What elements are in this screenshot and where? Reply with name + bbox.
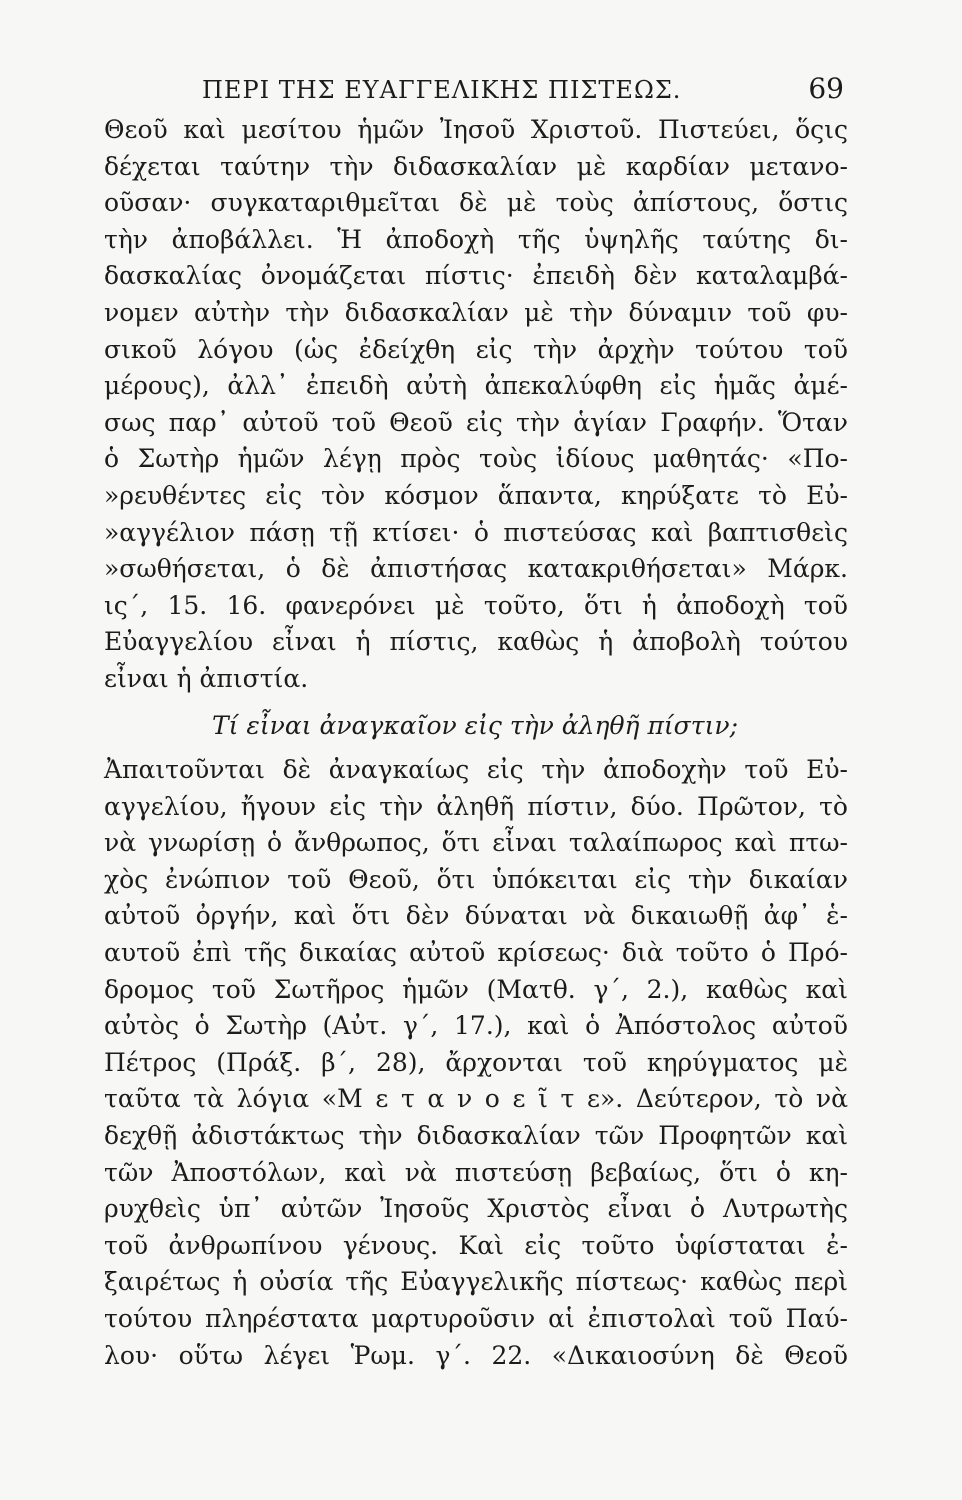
- text-line: ις´, 15. 16. φανερόνει μὲ τοῦτο, ὅτι ἡ ἀποδοχὴ τοῦ: [104, 590, 848, 620]
- page-number: 69: [808, 72, 844, 105]
- running-head: [104, 70, 848, 110]
- text-line: Ἀπαιτοῦνται δὲ ἀναγκαίως εἰς τὴν ἀποδοχὴν τοῦ Εὐ-: [104, 755, 848, 785]
- text-line: νὰ γνωρίσῃ ὁ ἄνθρωπος, ὅτι εἶναι ταλαίπωρος καὶ πτω-: [104, 828, 848, 858]
- text-line: νομεν αὐτὴν τὴν διδασκαλίαν μὲ τὴν δύναμιν τοῦ φυ-: [104, 297, 848, 327]
- text-line: αγγελίου, ἤγουν εἰς τὴν ἀληθῆ πίστιν, δύο. Πρῶτον, τὸ: [104, 791, 848, 821]
- text-line: ταῦτα τὰ λόγια «Μ ε τ α ν ο ε ῖ τ ε». Δεύτερον, τὸ νὰ: [104, 1084, 848, 1114]
- text-line: Εὐαγγελίου εἶναι ἡ πίστις, καθὼς ἡ ἀποβολὴ τούτου: [104, 627, 848, 657]
- text-line: »ρευθέντες εἰς τὸν κόσμον ἅπαντα, κηρύξατε τὸ Εὐ-: [104, 480, 848, 510]
- text-line: σικοῦ λόγου (ὡς ἐδείχθη εἰς τὴν ἀρχὴν τούτου τοῦ: [104, 334, 848, 364]
- text-line: εἶναι ἡ ἀπιστία.: [104, 663, 309, 693]
- text-line: τούτου πληρέστατα μαρτυροῦσιν αἱ ἐπιστολαὶ τοῦ Παύ-: [104, 1304, 848, 1333]
- text-line: τοῦ ἀνθρωπίνου γένους. Καὶ εἰς τοῦτο ὑφίσταται ἐ-: [104, 1230, 848, 1260]
- text-line: λου· οὕτω λέγει Ῥωμ. γ´. 22. «Δικαιοσύνη δὲ Θεοῦ: [104, 1340, 848, 1370]
- text-line: χὸς ἐνώπιον τοῦ Θεοῦ, ὅτι ὑπόκειται εἰς τὴν δικαίαν: [104, 864, 848, 894]
- text-line: Θεοῦ καὶ μεσίτου ἡμῶν Ἰησοῦ Χριστοῦ. Πιστεύει, ὅςις: [104, 115, 848, 144]
- text-line: ξαιρέτως ἡ οὐσία τῆς Εὐαγγελικῆς πίστεως· καθὼς περὶ: [104, 1267, 848, 1297]
- text-line: δεχθῇ ἀδιστάκτως τὴν διδασκαλίαν τῶν Προφητῶν καὶ: [104, 1121, 848, 1151]
- text-line: ὁ Σωτὴρ ἡμῶν λέγῃ πρὸς τοὺς ἰδίους μαθητάς· «Πο-: [104, 444, 848, 474]
- text-line: οῦσαν· συγκαταριθμεῖται δὲ μὲ τοὺς ἀπίστους, ὅστις: [104, 188, 848, 218]
- text-line: αυτοῦ ἐπὶ τῆς δικαίας αὐτοῦ κρίσεως· διὰ τοῦτο ὁ Πρό-: [104, 938, 848, 968]
- running-title: ΠΕΡΙ ΤΗΣ ΕΥΑΓΓΕΛΙΚΗΣ ΠΙΣΤΕΩΣ.: [202, 76, 682, 104]
- body-text: [104, 112, 848, 1374]
- text-line: δασκαλίας ὀνομάζεται πίστις· ἐπειδὴ δὲν καταλαμβά-: [104, 261, 848, 291]
- text-line: »αγγέλιον πάσῃ τῇ κτίσει· ὁ πιστεύσας καὶ βαπτισθεὶς: [104, 517, 848, 547]
- text-line: αὐτοῦ ὀργήν, καὶ ὅτι δὲν δύναται νὰ δικαιωθῇ ἀφ᾿ ἑ-: [104, 901, 848, 931]
- text-line: δέχεται ταύτην τὴν διδασκαλίαν μὲ καρδίαν μετανο-: [104, 151, 848, 181]
- text-line: αὐτὸς ὁ Σωτὴρ (Αὐτ. γ´, 17.), καὶ ὁ Ἀπόστολος αὐτοῦ: [104, 1011, 848, 1041]
- text-line: μέρους), ἀλλ᾿ ἐπειδὴ αὐτὴ ἀπεκαλύφθη εἰς ἡμᾶς ἀμέ-: [104, 371, 848, 401]
- text-line: »σωθήσεται, ὁ δὲ ἀπιστήσας κατακριθήσεται» Μάρκ.: [104, 554, 848, 584]
- section-question: Τί εἶναι ἀναγκαῖον εἰς τὴν ἀληθῆ πίστιν;: [212, 710, 739, 740]
- text-line: σως παρ᾿ αὐτοῦ τοῦ Θεοῦ εἰς τὴν ἁγίαν Γραφήν. Ὅταν: [104, 407, 848, 437]
- text-line: τὴν ἀποβάλλει. Ἡ ἀποδοχὴ τῆς ὑψηλῆς ταύτης δι-: [104, 224, 848, 254]
- book-page: [104, 70, 848, 1374]
- text-line: ρυχθεὶς ὑπ᾿ αὐτῶν Ἰησοῦς Χριστὸς εἶναι ὁ Λυτρωτὴς: [104, 1194, 848, 1224]
- text-line: τῶν Ἀποστόλων, καὶ νὰ πιστεύσῃ βεβαίως, ὅτι ὁ κη-: [104, 1157, 848, 1187]
- text-line: δρομος τοῦ Σωτῆρος ἡμῶν (Ματθ. γ´, 2.), καθὼς καὶ: [104, 974, 848, 1004]
- text-line: Πέτρος (Πράξ. β´, 28), ἄρχονται τοῦ κηρύγματος μὲ: [104, 1047, 848, 1077]
